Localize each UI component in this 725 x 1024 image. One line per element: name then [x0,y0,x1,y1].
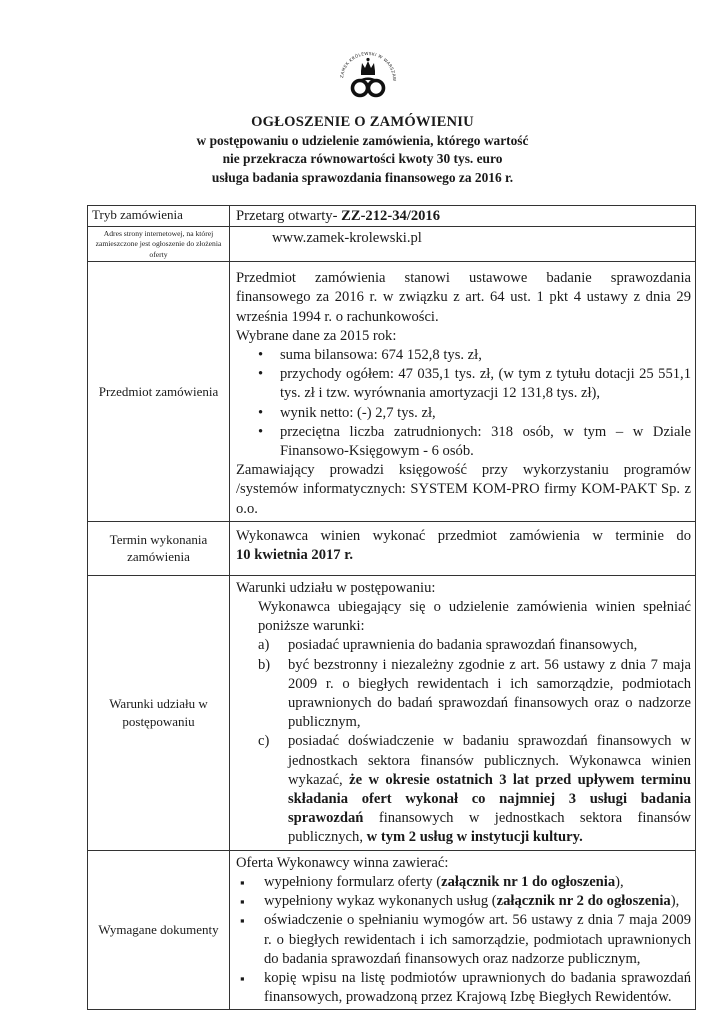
heading-line-2: w postępowaniu o udzielenie zamówienia, którego wartość [196,132,529,148]
website-link[interactable]: www.zamek-krolewski.pl [272,230,422,247]
dokument-1-text: wypełniony formularz oferty ( [264,873,442,890]
warunek-c-bold-2: w tym 2 usług w instytucji kultury. [366,829,583,846]
row-dokumenty [88,850,696,1010]
list-item [258,732,691,847]
dokument-2-text: wypełniony wykaz wykonanych usług ( [264,893,497,910]
warunek-a: posiadać uprawnienia do badania sprawozdań finansowych, [288,637,638,654]
list-item: • przeciętna liczba zatrudnionych: 318 osób, w tym – w Dziale Finansowo-Księgowym - 6 osób. [258,423,691,461]
row-adres [88,227,696,262]
dokument-1-bold: załącznik nr 1 do ogłoszenia [441,873,616,890]
value-dokumenty [230,850,696,1010]
list-item: • wynik netto: (-) 2,7 tys. zł, [258,404,691,423]
label-termin: Termin wykonania zamówienia [88,521,230,575]
label-adres: Adres strony internetowej, na której zamieszczone jest ogłoszenie do złożenia oferty [88,227,230,262]
dokument-1-end: ), [615,873,624,890]
monogram-icon [353,79,384,96]
termin-text: Wykonawca winien wykonać przedmiot zamówienia w terminie do [236,527,691,544]
announcement-heading [0,113,725,187]
list-item [258,636,691,655]
announcement-table [87,205,696,1010]
list-item [238,892,691,911]
row-termin [88,521,696,575]
przedmiot-footer: Zamawiający prowadzi księgowość przy wykorzystaniu programów /systemów informatycznych: SYSTEM KOM-PRO firmy KOM-PAKT Sp. z o.o. [236,462,691,517]
row-tryb [88,206,696,227]
value-termin [230,521,696,575]
termin-date: 10 kwietnia 2017 r. [236,547,354,564]
list-marker: a) [258,637,270,654]
heading-line-3: nie przekracza równowartości kwoty 30 tys. euro [222,151,503,166]
dokument-2-bold: załącznik nr 2 do ogłoszenia [496,893,671,910]
zamek-krolewski-logo [335,46,401,108]
value-warunki [230,575,696,850]
list-item: • przychody ogółem: 47 035,1 tys. zł, (w tym z tytułu dotacji 25 551,1 tys. zł i tzw. wyrównania amortyzacji 12 131,8 tys. zł), [258,365,691,403]
list-item: ▪ kopię wpisu na listę podmiotów uprawnionych do badania sprawozdań finansowych, prowadzoną przez Krajową Izbę Biegłych Rewidentów. [238,969,691,1007]
heading-line-4: usługa badania sprawozdania finansowego za 2016 r. [211,169,514,185]
warunek-b: być bezstronny i niezależny zgodnie z art. 56 ustawy z dnia 7 maja 2009 r. o biegłych rewidentach i ich samorządzie, podmiotach uprawnionych do badań sprawozdań finansowych oraz o nadzorze publicznym, [288,656,691,731]
svg-text:ZAMEK KRÓLEWSKI W WARSZAWIE [335,46,397,81]
label-warunki: Warunki udziału w postępowaniu [88,575,230,850]
tryb-reference: ZZ-212-34/2016 [341,208,441,224]
list-item [258,656,691,733]
dokument-2-end: ), [670,893,680,910]
warunek-c-text-1: posiadać doświadczenie w badaniu sprawozdań finansowych w jednostkach sektora finansów publicznych. Wykonawca winien wykazać, [288,733,691,788]
warunki-heading: Warunki udziału w postępowaniu: [236,579,436,596]
label-przedmiot: Przedmiot zamówienia [88,262,230,522]
value-przedmiot [230,262,696,522]
dokumenty-heading: Oferta Wykonawcy winna zawierać: [236,854,449,871]
warunek-c-text-2: finansowych w jednostkach sektora finansów publicznych, [288,810,691,846]
value-adres [230,227,696,262]
list-marker: c) [258,733,270,750]
list-item: ▪ oświadczenie o spełnianiu wymogów art. 56 ustawy z dnia 7 maja 2009 r. o biegłych rewidentach i ich samorządzie, podmiotach uprawnionych do badania sprawozdań finansowych oraz nadzorze publicznym, [238,911,691,969]
label-dokumenty: Wymagane dokumenty [88,850,230,1010]
crown-icon [361,58,375,75]
row-warunki [88,575,696,850]
row-przedmiot [88,262,696,522]
przedmiot-intro: Przedmiot zamówienia stanowi ustawowe badanie sprawozdania finansowego za 2016 r. w związku z art. 64 ust. 1 pkt 4 ustawy z dnia 29 września 1994 r. o rachunkowości. [236,270,691,325]
warunki-intro: Wykonawca ubiegający się o udzielenie zamówienia winien spełniać poniższe warunki: [258,599,691,635]
logo-ring-text: ZAMEK KRÓLEWSKI W WARSZAW [339,50,398,82]
tryb-prefix: Przetarg otwarty- [236,208,338,224]
przedmiot-data-intro: Wybrane dane za 2015 rok: [236,327,397,344]
dokumenty-list [236,873,691,1007]
przedmiot-data-list [236,346,691,461]
page-title: OGŁOSZENIE O ZAMÓWIENIU [251,114,474,130]
list-item [238,873,691,892]
warunek-c-bold-1: że w okresie ostatnich 3 lat przed upływem terminu składania ofert wykonał co najmniej 3 usługi badania sprawozdań [288,771,691,827]
list-item: • suma bilansowa: 674 152,8 tys. zł, [258,346,691,365]
label-tryb: Tryb zamówienia [88,206,230,227]
list-marker: b) [258,656,271,673]
warunki-list [236,636,691,847]
value-tryb [230,206,696,227]
